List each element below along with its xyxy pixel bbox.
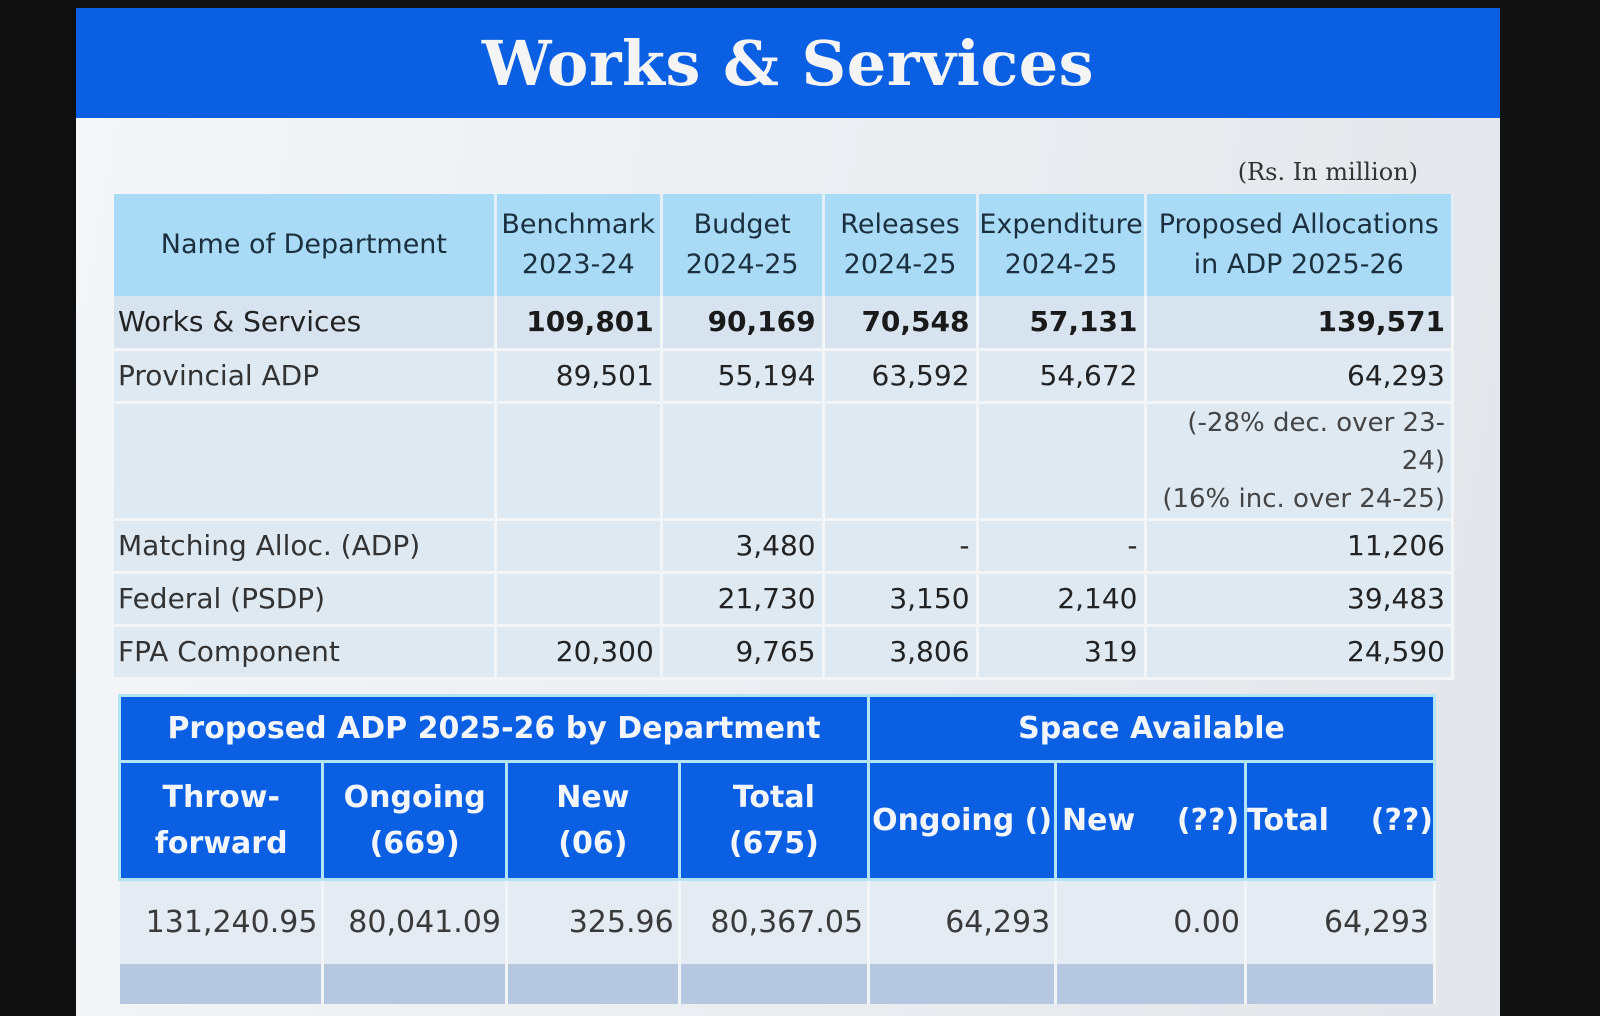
table-row bbox=[114, 296, 1453, 349]
table-row bbox=[114, 572, 1453, 625]
screen-bezel-left bbox=[0, 0, 76, 1016]
group-header-row bbox=[120, 696, 1435, 762]
department-name: Works & Services bbox=[114, 296, 495, 349]
title-bar bbox=[76, 8, 1500, 118]
space-total-value: 64,293 bbox=[1245, 880, 1434, 964]
benchmark-value bbox=[495, 572, 661, 625]
proposed-value: 11,206 bbox=[1145, 519, 1453, 572]
releases-value bbox=[823, 402, 977, 519]
header-ongoing: Ongoing (669) bbox=[323, 762, 507, 880]
units-note: (Rs. In million) bbox=[1237, 158, 1418, 186]
ongoing-value: 80,041.09 bbox=[323, 880, 507, 964]
table-row bbox=[114, 519, 1453, 572]
expenditure-value bbox=[977, 402, 1145, 519]
empty-cell bbox=[679, 964, 868, 1004]
header-expenditure: Expenditure 2024-25 bbox=[977, 194, 1145, 296]
header-proposed-allocations: Proposed Allocations in ADP 2025-26 bbox=[1145, 194, 1453, 296]
proposed-value: 139,571 bbox=[1145, 296, 1453, 349]
releases-value: 63,592 bbox=[823, 349, 977, 402]
department-name: Matching Alloc. (ADP) bbox=[114, 519, 495, 572]
table-row bbox=[114, 625, 1453, 678]
total-value: 80,367.05 bbox=[679, 880, 868, 964]
table-row bbox=[120, 964, 1435, 1004]
table-row bbox=[114, 402, 1453, 519]
expenditure-value: 319 bbox=[977, 625, 1145, 678]
department-name: Federal (PSDP) bbox=[114, 572, 495, 625]
expenditure-value: 54,672 bbox=[977, 349, 1145, 402]
releases-value: 70,548 bbox=[823, 296, 977, 349]
proposed-value: 24,590 bbox=[1145, 625, 1453, 678]
proposed-adp-table bbox=[118, 694, 1436, 1004]
space-new-value: 0.00 bbox=[1056, 880, 1246, 964]
expenditure-value: 57,131 bbox=[977, 296, 1145, 349]
empty-cell bbox=[120, 964, 323, 1004]
header-throw-forward: Throw- forward bbox=[120, 762, 323, 880]
department-budget-table bbox=[114, 194, 1454, 680]
group-header-space-available: Space Available bbox=[869, 696, 1435, 762]
releases-value: - bbox=[823, 519, 977, 572]
header-budget: Budget 2024-25 bbox=[661, 194, 823, 296]
table-header-row bbox=[114, 194, 1453, 296]
header-new: New (06) bbox=[506, 762, 679, 880]
releases-value: 3,806 bbox=[823, 625, 977, 678]
empty-cell bbox=[323, 964, 507, 1004]
table-row bbox=[114, 349, 1453, 402]
empty-cell bbox=[506, 964, 679, 1004]
budget-value: 9,765 bbox=[661, 625, 823, 678]
benchmark-value bbox=[495, 402, 661, 519]
releases-value: 3,150 bbox=[823, 572, 977, 625]
space-ongoing-value: 64,293 bbox=[869, 880, 1056, 964]
budget-value: 90,169 bbox=[661, 296, 823, 349]
header-benchmark: Benchmark 2023-24 bbox=[495, 194, 661, 296]
empty-cell bbox=[1056, 964, 1246, 1004]
department-name: Provincial ADP bbox=[114, 349, 495, 402]
change-note: (16% inc. over 24-25) bbox=[1162, 483, 1445, 514]
header-name-of-department: Name of Department bbox=[114, 194, 495, 296]
expenditure-value: - bbox=[977, 519, 1145, 572]
benchmark-value: 89,501 bbox=[495, 349, 661, 402]
benchmark-value: 20,300 bbox=[495, 625, 661, 678]
proposed-change-notes bbox=[1145, 402, 1453, 519]
empty-cell bbox=[1245, 964, 1434, 1004]
header-space-ongoing: Ongoing () bbox=[869, 762, 1056, 880]
group-header-proposed-adp: Proposed ADP 2025-26 by Department bbox=[120, 696, 869, 762]
header-space-total: Total (??) bbox=[1245, 762, 1434, 880]
screen-bezel-right bbox=[1500, 0, 1600, 1016]
header-space-new: New (??) bbox=[1056, 762, 1246, 880]
new-value: 325.96 bbox=[506, 880, 679, 964]
budget-value: 21,730 bbox=[661, 572, 823, 625]
proposed-value: 39,483 bbox=[1145, 572, 1453, 625]
budget-value bbox=[661, 402, 823, 519]
budget-value: 55,194 bbox=[661, 349, 823, 402]
department-name bbox=[114, 402, 495, 519]
expenditure-value: 2,140 bbox=[977, 572, 1145, 625]
column-header-row bbox=[120, 762, 1435, 880]
benchmark-value: 109,801 bbox=[495, 296, 661, 349]
empty-cell bbox=[869, 964, 1056, 1004]
table-row bbox=[120, 880, 1435, 964]
department-name: FPA Component bbox=[114, 625, 495, 678]
slide-title: Works & Services bbox=[481, 26, 1095, 100]
header-total: Total (675) bbox=[679, 762, 868, 880]
presentation-slide bbox=[76, 8, 1500, 1016]
change-note: (-28% dec. over 23-24) bbox=[1187, 407, 1445, 476]
header-releases: Releases 2024-25 bbox=[823, 194, 977, 296]
budget-value: 3,480 bbox=[661, 519, 823, 572]
proposed-value: 64,293 bbox=[1145, 349, 1453, 402]
benchmark-value bbox=[495, 519, 661, 572]
throw-forward-value: 131,240.95 bbox=[120, 880, 323, 964]
